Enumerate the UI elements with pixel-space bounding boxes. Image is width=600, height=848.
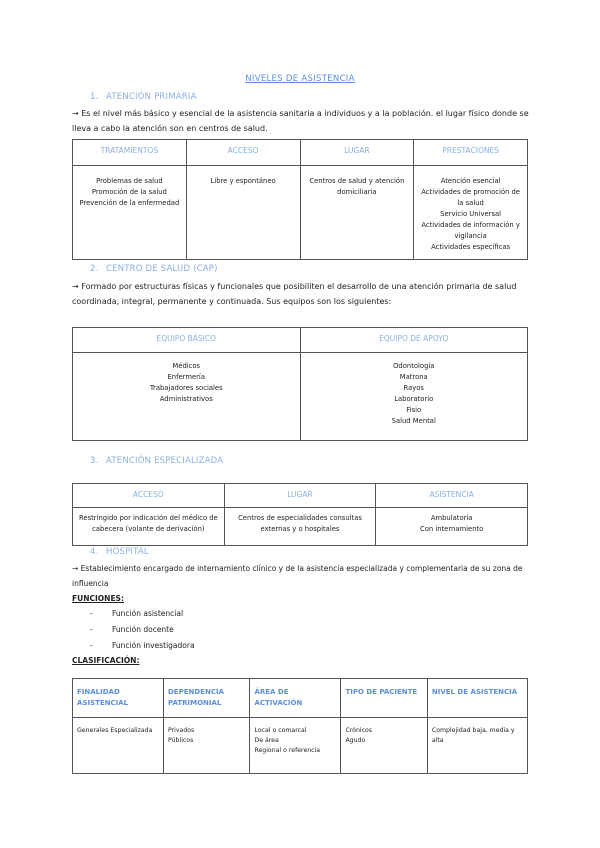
table-cell xyxy=(73,508,225,546)
cell-line: Crónicos xyxy=(345,727,373,734)
table-cell xyxy=(73,718,164,774)
funciones-label: FUNCIONES: xyxy=(72,594,124,603)
table-header: ASISTENCIA xyxy=(376,484,528,508)
table-header: NIVEL DE ASISTENCIA xyxy=(427,679,527,718)
table-row xyxy=(73,166,528,260)
table-header: LUGAR xyxy=(224,484,376,508)
hospital-description: → Establecimiento encargado de internamiento clínico y de la asistencia especializada y complementaria de su zona de influencia xyxy=(72,564,523,588)
table-cell xyxy=(341,718,427,774)
table-header: FINALIDAD ASISTENCIAL xyxy=(73,679,164,718)
cell-line: Rayos xyxy=(403,384,424,392)
cell-line: Problemas de salud xyxy=(96,177,163,185)
cell-line: Centros de salud y atención domiciliaria xyxy=(309,177,405,196)
table-header: DEPENDENCIA PATRIMONIAL xyxy=(164,679,250,718)
centro-de-salud-table xyxy=(72,327,528,441)
list-item-text: Función docente xyxy=(112,625,174,634)
table-row xyxy=(73,353,528,441)
table-cell xyxy=(224,508,376,546)
table-header-row xyxy=(73,140,528,166)
section-heading-atencion-especializada xyxy=(90,456,223,466)
cell-line: Privados xyxy=(168,727,195,734)
table-header: ACCESO xyxy=(73,484,225,508)
cell-line: Enfermería xyxy=(167,373,205,381)
cell-line: Regional o referencia xyxy=(254,747,321,754)
cell-line: Trabajadores sociales xyxy=(149,384,223,392)
page-title: NIVELES DE ASISTENCIA xyxy=(245,74,355,84)
section-heading-hospital xyxy=(90,547,149,557)
cell-line: Administrativos xyxy=(159,395,213,403)
cell-line: Actividades de promoción de la salud xyxy=(421,188,520,207)
table-cell xyxy=(73,353,301,441)
table-header: EQUIPO BÁSICO xyxy=(73,328,301,353)
cell-line: Matrona xyxy=(399,373,428,381)
section-number: 1. xyxy=(90,92,99,102)
atencion-especializada-table xyxy=(72,483,528,546)
list-item: - Función docente xyxy=(90,625,174,634)
table-header: TIPO DE PACIENTE xyxy=(341,679,427,718)
list-item: - Función investigadora xyxy=(90,641,195,650)
table-cell xyxy=(73,166,187,260)
table-cell xyxy=(300,166,414,260)
list-item-text: Función asistencial xyxy=(112,609,184,618)
cell-line: Fisio xyxy=(406,406,422,414)
cell-line: Promoción de la salud xyxy=(91,188,167,196)
table-header-row xyxy=(73,679,528,718)
section-title: HOSPITAL xyxy=(106,547,149,557)
cell-line: Generales Especializada xyxy=(77,727,153,734)
list-item-text: Función investigadora xyxy=(112,641,195,650)
table-header-row xyxy=(73,328,528,353)
cell-line: Salud Mental xyxy=(391,417,436,425)
section-number: 2. xyxy=(90,264,99,274)
cell-line: Libre y espontáneo xyxy=(210,177,276,185)
cell-line: Servicio Universal xyxy=(440,210,502,218)
table-cell xyxy=(376,508,528,546)
cell-line: Complejidad baja, media y alta xyxy=(431,727,515,744)
cell-line: Odontología xyxy=(393,362,435,370)
table-header: PRESTACIONES xyxy=(414,140,528,166)
table-header: ÁREA DE ACTIVACIÓN xyxy=(250,679,341,718)
table-cell xyxy=(164,718,250,774)
section-title: ATENCIÓN PRIMARIA xyxy=(106,92,197,102)
table-cell xyxy=(414,166,528,260)
table-header: LUGAR xyxy=(300,140,414,166)
table-header: TRATAMIENTOS xyxy=(73,140,187,166)
section-heading-centro-de-salud xyxy=(90,264,218,274)
cell-line: Médicos xyxy=(172,362,201,370)
table-header-row xyxy=(73,484,528,508)
cell-line: Centros de especialidades consultas externas y o hospitales xyxy=(238,514,362,534)
table-cell xyxy=(427,718,527,774)
clasificacion-label: CLASIFICACIÓN: xyxy=(72,656,140,665)
cell-line: Agudo xyxy=(345,737,366,744)
cell-line: Actividades de información y vigilancia xyxy=(421,221,520,240)
cell-line: Local o comarcal xyxy=(254,727,307,734)
table-header: ACCESO xyxy=(186,140,300,166)
cell-line: Con internamiento xyxy=(419,525,484,534)
cell-line: Ambulatoria xyxy=(430,514,473,523)
table-row xyxy=(73,718,528,774)
section-number: 3. xyxy=(90,456,99,466)
atencion-primaria-description: → Es el nivel más básico y esencial de la asistencia sanitaria a individuos y a la población. el lugar físico donde se lleva a cabo la atención son en centros de salud. xyxy=(72,109,529,133)
section-title: ATENCIÓN ESPECIALIZADA xyxy=(106,456,224,466)
section-number: 4. xyxy=(90,547,99,557)
cell-line: Laboratorio xyxy=(394,395,434,403)
clasificacion-table xyxy=(72,678,528,774)
centro-de-salud-description: → Formado por estructuras físicas y funcionales que posibiliten el desarrollo de una atención primaria de salud coordinada, integral, permanente y continuada. Sus equipos son los siguientes: xyxy=(72,282,517,306)
atencion-primaria-table xyxy=(72,139,528,260)
cell-line: Restringido por indicación del médico de cabecera (volante de derivación) xyxy=(78,514,218,534)
section-heading-atencion-primaria xyxy=(90,92,197,102)
table-row xyxy=(73,508,528,546)
table-header: EQUIPO DE APOYO xyxy=(300,328,528,353)
table-cell xyxy=(250,718,341,774)
cell-line: Atención esencial xyxy=(440,177,501,185)
section-title: CENTRO DE SALUD (CAP) xyxy=(106,264,218,274)
cell-line: Actividades específicas xyxy=(431,243,511,251)
cell-line: De área xyxy=(254,737,279,744)
table-cell xyxy=(186,166,300,260)
cell-line: Prevención de la enfermedad xyxy=(79,199,180,207)
table-cell xyxy=(300,353,528,441)
list-item: - Función asistencial xyxy=(90,609,184,618)
cell-line: Públicos xyxy=(168,737,194,744)
